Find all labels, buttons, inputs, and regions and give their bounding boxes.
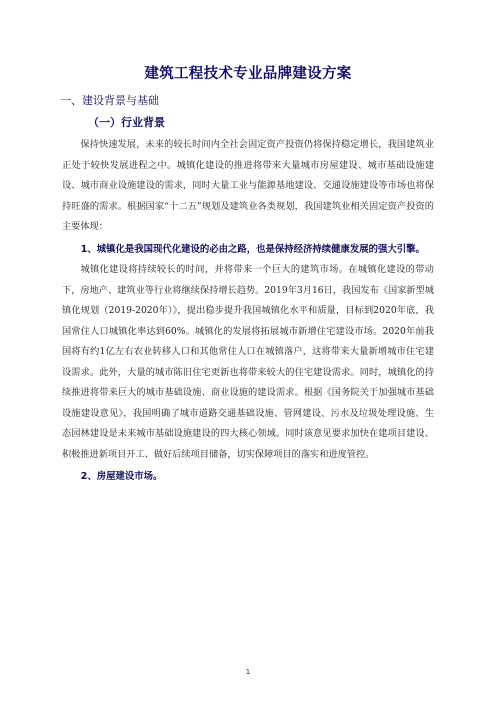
document-body	[62, 64, 434, 488]
paragraph: 保持快速发展，未来的较长时间内全社会固定资产投资仍将保持稳定增长，我国建筑业正处于较快发展进程之中。城镇化建设的推进将带来大量城市房屋建设、城市基础设施建设、城市商业设施建设的需求，同时大量工业与能源基地建设、交通设施建设等市场也将保持旺盛的需求。根据国家“十二五”规划及建筑业各类规划，我国建筑业相关固定资产投资的主要体现：	[62, 139, 434, 232]
point-heading: 1、城镇化是我国现代化建设的必由之路，也是保持经济持续健康发展的强大引擎。	[80, 243, 425, 255]
subsection-heading: （一）行业背景	[88, 116, 165, 129]
point-heading: 2、房屋建设市场。	[80, 471, 163, 482]
document-title: 建筑工程技术专业品牌建设方案	[144, 65, 352, 82]
section-heading: 一、建设背景与基础	[60, 94, 159, 107]
paragraph: 城镇化建设将持续较长的时间，并将带来一个巨大的建筑市场。在城镇化建设的带动下，房地产、建筑业等行业将继续保持增长趋势。2019年3月16日，我国发布《国家新型城镇化规划（2019-2020年）》，提出稳步提升我国城镇化水平和质量，目标到2020年底，我国常住人口城镇化率达到60%。城镇化的发展将拓展城市新增住宅建设市场。2020年前我国将有约1亿左右农业转移人口和其他常住人口在城镇落户，这将带来大量新增城市住宅建设需求。此外，大量的城市陈旧住宅更新也将带来较大的住宅建设需求。同时，城镇化的持续推进将带来巨大的城市基础设施、商业设施的建设需求。根据《国务院关于加强城市基础设施建设意见》，我国明确了城市道路交通基础设施、管网建设、污水及垃圾处理设施、生态园林建设是未来城市基础设施建设的四大核心领域。同时该意见要求加快在建项目建设、积极推进新项目开工、做好后续项目储备，切实保障项目的落实和进度管控。	[62, 264, 434, 460]
page-number: 1	[245, 668, 251, 676]
